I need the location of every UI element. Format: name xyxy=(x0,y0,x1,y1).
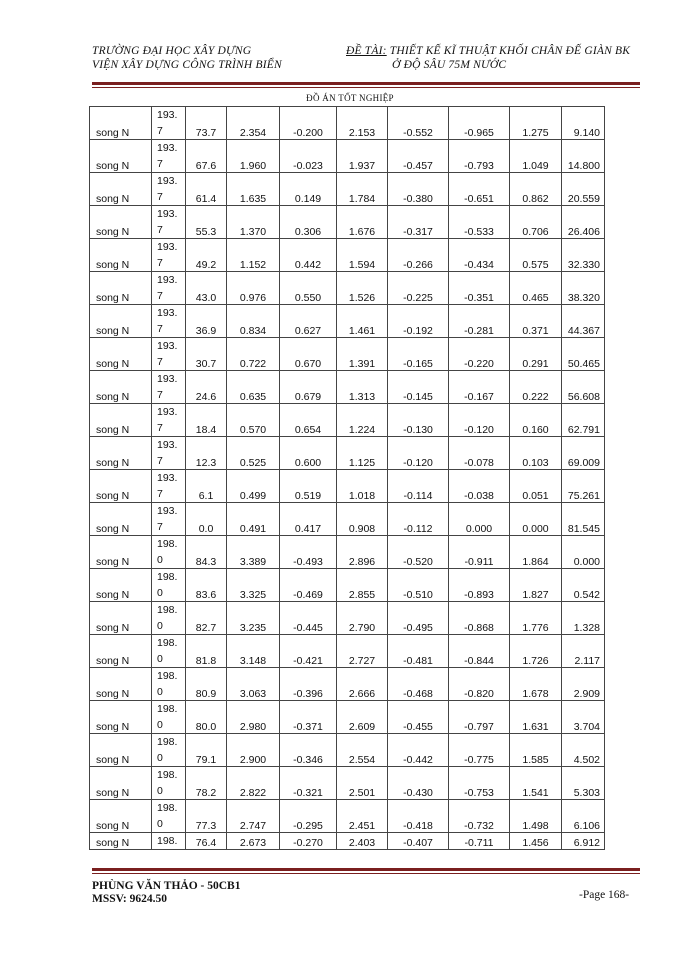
table-cell: -0.793 xyxy=(449,140,510,173)
table-cell: 56.608 xyxy=(562,371,605,404)
table-cell: 0.908 xyxy=(337,503,388,536)
table-cell: 1.864 xyxy=(510,536,562,569)
table-row xyxy=(90,668,605,701)
table-cell: 1.635 xyxy=(227,173,280,206)
table-cell: 84.3 xyxy=(186,536,227,569)
table-cell: 0.679 xyxy=(280,371,337,404)
student-id: MSSV: 9624.50 xyxy=(92,893,167,905)
table-cell: 0.550 xyxy=(280,272,337,305)
table-cell: song N xyxy=(90,734,152,767)
table-cell: song N xyxy=(90,338,152,371)
table-cell: 0.000 xyxy=(562,536,605,569)
table-cell: 0.976 xyxy=(227,272,280,305)
table-cell: song N xyxy=(90,800,152,833)
table-cell: 9.140 xyxy=(562,107,605,140)
table-cell: song N xyxy=(90,371,152,404)
table-cell: song N xyxy=(90,569,152,602)
table-cell: 2.501 xyxy=(337,767,388,800)
university-name: TRƯỜNG ĐẠI HỌC XÂY DỰNG xyxy=(92,45,252,57)
table-cell: 32.330 xyxy=(562,239,605,272)
page-number: -Page 168- xyxy=(579,889,630,901)
table-row xyxy=(90,767,605,800)
table-cell: 81.8 xyxy=(186,635,227,668)
table-cell: -0.192 xyxy=(388,305,449,338)
table-cell: song N xyxy=(90,701,152,734)
header-rule-thin xyxy=(92,87,640,88)
data-table xyxy=(89,106,605,850)
table-cell: song N xyxy=(90,140,152,173)
table-cell: 1.125 xyxy=(337,437,388,470)
table-cell: 81.545 xyxy=(562,503,605,536)
doc-title: ĐỒ ÁN TỐT NGHIỆP xyxy=(306,93,394,103)
table-cell: 6.912 xyxy=(562,833,605,850)
header-rule xyxy=(92,82,640,85)
table-row xyxy=(90,404,605,437)
table-cell: 79.1 xyxy=(186,734,227,767)
table-cell: -0.281 xyxy=(449,305,510,338)
table-cell: -0.797 xyxy=(449,701,510,734)
table-cell: 1.456 xyxy=(510,833,562,850)
table-cell: song N xyxy=(90,602,152,635)
table-cell: 1.391 xyxy=(337,338,388,371)
table-cell: 14.800 xyxy=(562,140,605,173)
table-cell: 193. 7 xyxy=(152,338,186,371)
table-cell: -0.023 xyxy=(280,140,337,173)
table-cell: 83.6 xyxy=(186,569,227,602)
table-cell: 193. 7 xyxy=(152,470,186,503)
table-cell: 3.704 xyxy=(562,701,605,734)
footer-rule-thin xyxy=(92,873,640,874)
table-cell: song N xyxy=(90,404,152,437)
table-cell: -0.893 xyxy=(449,569,510,602)
table-cell: 3.235 xyxy=(227,602,280,635)
table-cell: 198. 0 xyxy=(152,602,186,635)
table-cell: 198. 0 xyxy=(152,701,186,734)
table-cell: 2.554 xyxy=(337,734,388,767)
table-row xyxy=(90,206,605,239)
table-cell: -0.732 xyxy=(449,800,510,833)
table-cell: 67.6 xyxy=(186,140,227,173)
table-cell: 0.834 xyxy=(227,305,280,338)
table-cell: 0.575 xyxy=(510,239,562,272)
table-cell: -0.753 xyxy=(449,767,510,800)
table-cell: -0.120 xyxy=(449,404,510,437)
table-cell: 5.303 xyxy=(562,767,605,800)
table-row xyxy=(90,305,605,338)
table-cell: 1.827 xyxy=(510,569,562,602)
table-cell: 1.676 xyxy=(337,206,388,239)
table-cell: 1.678 xyxy=(510,668,562,701)
table-cell: -0.220 xyxy=(449,338,510,371)
table-cell: song N xyxy=(90,107,152,140)
table-cell: 1.328 xyxy=(562,602,605,635)
table-cell: -0.317 xyxy=(388,206,449,239)
table-cell: 0.525 xyxy=(227,437,280,470)
table-cell: 82.7 xyxy=(186,602,227,635)
table-cell: -0.442 xyxy=(388,734,449,767)
table-cell: 1.018 xyxy=(337,470,388,503)
table-cell: 1.937 xyxy=(337,140,388,173)
table-cell: 0.519 xyxy=(280,470,337,503)
table-cell: 1.275 xyxy=(510,107,562,140)
table-cell: 0.222 xyxy=(510,371,562,404)
table-cell: -0.844 xyxy=(449,635,510,668)
institute-name: VIỆN XÂY DỰNG CÔNG TRÌNH BIỂN xyxy=(92,59,282,71)
table-cell: 0.862 xyxy=(510,173,562,206)
topic-line-1: THIẾT KẾ KĨ THUẬT KHỐI CHÂN ĐẾ GIÀN BK xyxy=(389,45,631,57)
table-cell: 26.406 xyxy=(562,206,605,239)
table-cell: 0.465 xyxy=(510,272,562,305)
table-cell: 0.000 xyxy=(510,503,562,536)
table-cell: -0.112 xyxy=(388,503,449,536)
footer-left xyxy=(92,880,240,906)
table-cell: 0.722 xyxy=(227,338,280,371)
table-cell: -0.346 xyxy=(280,734,337,767)
table-cell: -0.495 xyxy=(388,602,449,635)
table-cell: -0.295 xyxy=(280,800,337,833)
table-cell: 0.627 xyxy=(280,305,337,338)
header-right xyxy=(346,44,630,72)
table-cell: -0.469 xyxy=(280,569,337,602)
table-cell: 0.542 xyxy=(562,569,605,602)
table-cell: -0.520 xyxy=(388,536,449,569)
table-cell: 49.2 xyxy=(186,239,227,272)
table-cell: 193. 7 xyxy=(152,239,186,272)
table-cell: -0.145 xyxy=(388,371,449,404)
table-cell: 2.153 xyxy=(337,107,388,140)
table-cell: 0.670 xyxy=(280,338,337,371)
table-cell: -0.200 xyxy=(280,107,337,140)
table-cell: -0.396 xyxy=(280,668,337,701)
table-cell: -0.775 xyxy=(449,734,510,767)
table-cell: 0.491 xyxy=(227,503,280,536)
table-cell: 0.051 xyxy=(510,470,562,503)
table-cell: 1.960 xyxy=(227,140,280,173)
table-cell: 1.776 xyxy=(510,602,562,635)
table-row xyxy=(90,734,605,767)
table-cell: 198. 0 xyxy=(152,569,186,602)
table-cell: 20.559 xyxy=(562,173,605,206)
table-cell: 2.790 xyxy=(337,602,388,635)
table-cell: song N xyxy=(90,272,152,305)
table-cell: 1.049 xyxy=(510,140,562,173)
header-left xyxy=(92,44,282,72)
table-cell: 62.791 xyxy=(562,404,605,437)
table-cell: 0.654 xyxy=(280,404,337,437)
table-cell: 3.389 xyxy=(227,536,280,569)
table-cell: 2.747 xyxy=(227,800,280,833)
table-cell: 18.4 xyxy=(186,404,227,437)
table-cell: -0.455 xyxy=(388,701,449,734)
topic-line-2: Ở ĐỘ SÂU 75M NƯỚC xyxy=(392,59,507,71)
table-row xyxy=(90,536,605,569)
table-cell: 24.6 xyxy=(186,371,227,404)
table-cell: 2.727 xyxy=(337,635,388,668)
table-cell: 2.980 xyxy=(227,701,280,734)
table-cell: -0.711 xyxy=(449,833,510,850)
table-cell: 0.371 xyxy=(510,305,562,338)
table-cell: 0.160 xyxy=(510,404,562,437)
table-cell: song N xyxy=(90,470,152,503)
table-cell: 1.594 xyxy=(337,239,388,272)
table-cell: -0.434 xyxy=(449,239,510,272)
table-cell: -0.078 xyxy=(449,437,510,470)
table-cell: 1.224 xyxy=(337,404,388,437)
table-cell: 2.909 xyxy=(562,668,605,701)
table-cell: song N xyxy=(90,536,152,569)
table-cell: 0.442 xyxy=(280,239,337,272)
table-cell: 78.2 xyxy=(186,767,227,800)
table-cell: 1.370 xyxy=(227,206,280,239)
table-cell: 75.261 xyxy=(562,470,605,503)
table-cell: 198. 0 xyxy=(152,668,186,701)
table-cell: 0.000 xyxy=(449,503,510,536)
table-cell: 0.306 xyxy=(280,206,337,239)
table-cell: -0.868 xyxy=(449,602,510,635)
table-cell: 2.117 xyxy=(562,635,605,668)
table-row xyxy=(90,701,605,734)
table-cell: song N xyxy=(90,206,152,239)
table-cell: 1.784 xyxy=(337,173,388,206)
table-row xyxy=(90,569,605,602)
table-cell: -0.321 xyxy=(280,767,337,800)
table-cell: song N xyxy=(90,767,152,800)
table-cell: 2.896 xyxy=(337,536,388,569)
table-cell: -0.380 xyxy=(388,173,449,206)
table-cell: 38.320 xyxy=(562,272,605,305)
table-cell: 0.291 xyxy=(510,338,562,371)
table-row xyxy=(90,602,605,635)
table-cell: 0.417 xyxy=(280,503,337,536)
table-row xyxy=(90,470,605,503)
table-cell: 198. 0 xyxy=(152,734,186,767)
table-cell: 0.0 xyxy=(186,503,227,536)
author-name: PHÙNG VĂN THẢO - 50CB1 xyxy=(92,880,241,892)
table-cell: 1.585 xyxy=(510,734,562,767)
table-cell: -0.351 xyxy=(449,272,510,305)
table-row xyxy=(90,338,605,371)
table-cell: 193. 7 xyxy=(152,404,186,437)
table-cell: 193. 7 xyxy=(152,107,186,140)
table-cell: 2.673 xyxy=(227,833,280,850)
table-cell: 0.706 xyxy=(510,206,562,239)
table-cell: 61.4 xyxy=(186,173,227,206)
table-cell: song N xyxy=(90,833,152,850)
table-cell: -0.820 xyxy=(449,668,510,701)
table-cell: 198. xyxy=(152,833,186,850)
table-cell: 1.631 xyxy=(510,701,562,734)
data-table-body xyxy=(90,107,605,850)
table-row xyxy=(90,833,605,850)
table-cell: 80.9 xyxy=(186,668,227,701)
table-cell: song N xyxy=(90,305,152,338)
table-cell: song N xyxy=(90,635,152,668)
table-cell: -0.114 xyxy=(388,470,449,503)
table-cell: -0.270 xyxy=(280,833,337,850)
table-cell: 50.465 xyxy=(562,338,605,371)
table-row xyxy=(90,371,605,404)
table-cell: -0.552 xyxy=(388,107,449,140)
table-cell: -0.533 xyxy=(449,206,510,239)
table-cell: song N xyxy=(90,668,152,701)
table-cell: song N xyxy=(90,437,152,470)
table-cell: -0.430 xyxy=(388,767,449,800)
table-cell: 0.635 xyxy=(227,371,280,404)
table-cell: -0.266 xyxy=(388,239,449,272)
table-cell: 0.103 xyxy=(510,437,562,470)
table-cell: 2.666 xyxy=(337,668,388,701)
table-cell: -0.165 xyxy=(388,338,449,371)
table-cell: 30.7 xyxy=(186,338,227,371)
table-cell: 198. 0 xyxy=(152,536,186,569)
table-cell: 1.541 xyxy=(510,767,562,800)
table-cell: 193. 7 xyxy=(152,206,186,239)
table-cell: 36.9 xyxy=(186,305,227,338)
table-cell: 12.3 xyxy=(186,437,227,470)
table-cell: 193. 7 xyxy=(152,140,186,173)
table-row xyxy=(90,239,605,272)
table-cell: 1.526 xyxy=(337,272,388,305)
table-cell: -0.510 xyxy=(388,569,449,602)
table-cell: 3.063 xyxy=(227,668,280,701)
table-cell: 2.403 xyxy=(337,833,388,850)
table-cell: -0.120 xyxy=(388,437,449,470)
table-cell: 2.354 xyxy=(227,107,280,140)
table-cell: 3.148 xyxy=(227,635,280,668)
table-cell: 43.0 xyxy=(186,272,227,305)
table-cell: 193. 7 xyxy=(152,437,186,470)
table-cell: 193. 7 xyxy=(152,503,186,536)
table-cell: 3.325 xyxy=(227,569,280,602)
table-cell: 193. 7 xyxy=(152,371,186,404)
table-cell: 193. 7 xyxy=(152,305,186,338)
table-cell: -0.445 xyxy=(280,602,337,635)
table-cell: 198. 0 xyxy=(152,767,186,800)
table-cell: song N xyxy=(90,239,152,272)
table-cell: -0.457 xyxy=(388,140,449,173)
table-cell: song N xyxy=(90,173,152,206)
table-cell: 198. 0 xyxy=(152,800,186,833)
table-cell: 77.3 xyxy=(186,800,227,833)
table-cell: 2.609 xyxy=(337,701,388,734)
table-cell: 55.3 xyxy=(186,206,227,239)
table-cell: -0.038 xyxy=(449,470,510,503)
table-cell: 198. 0 xyxy=(152,635,186,668)
table-row xyxy=(90,140,605,173)
table-cell: -0.468 xyxy=(388,668,449,701)
table-cell: 4.502 xyxy=(562,734,605,767)
table-row xyxy=(90,173,605,206)
table-row xyxy=(90,272,605,305)
footer-rule xyxy=(92,868,640,871)
table-cell: 193. 7 xyxy=(152,272,186,305)
table-cell: 73.7 xyxy=(186,107,227,140)
table-cell: 0.499 xyxy=(227,470,280,503)
table-cell: song N xyxy=(90,503,152,536)
table-cell: 80.0 xyxy=(186,701,227,734)
table-cell: -0.167 xyxy=(449,371,510,404)
table-cell: -0.911 xyxy=(449,536,510,569)
table-cell: 0.149 xyxy=(280,173,337,206)
table-cell: 2.451 xyxy=(337,800,388,833)
table-cell: 76.4 xyxy=(186,833,227,850)
table-cell: 1.152 xyxy=(227,239,280,272)
table-row xyxy=(90,503,605,536)
table-cell: -0.130 xyxy=(388,404,449,437)
table-row xyxy=(90,635,605,668)
table-cell: -0.493 xyxy=(280,536,337,569)
table-cell: -0.371 xyxy=(280,701,337,734)
table-cell: 1.461 xyxy=(337,305,388,338)
table-cell: 1.498 xyxy=(510,800,562,833)
table-row xyxy=(90,107,605,140)
table-cell: -0.651 xyxy=(449,173,510,206)
table-cell: -0.481 xyxy=(388,635,449,668)
table-cell: 0.600 xyxy=(280,437,337,470)
table-cell: 1.313 xyxy=(337,371,388,404)
table-cell: 193. 7 xyxy=(152,173,186,206)
table-cell: -0.407 xyxy=(388,833,449,850)
table-cell: 6.106 xyxy=(562,800,605,833)
table-cell: 44.367 xyxy=(562,305,605,338)
table-cell: -0.421 xyxy=(280,635,337,668)
table-cell: 2.900 xyxy=(227,734,280,767)
topic-label: ĐỀ TÀI: xyxy=(346,45,387,57)
table-cell: 69.009 xyxy=(562,437,605,470)
table-cell: 6.1 xyxy=(186,470,227,503)
table-cell: 2.822 xyxy=(227,767,280,800)
table-cell: -0.225 xyxy=(388,272,449,305)
table-cell: -0.418 xyxy=(388,800,449,833)
table-row xyxy=(90,800,605,833)
table-row xyxy=(90,437,605,470)
table-cell: -0.965 xyxy=(449,107,510,140)
table-cell: 0.570 xyxy=(227,404,280,437)
table-cell: 2.855 xyxy=(337,569,388,602)
table-cell: 1.726 xyxy=(510,635,562,668)
